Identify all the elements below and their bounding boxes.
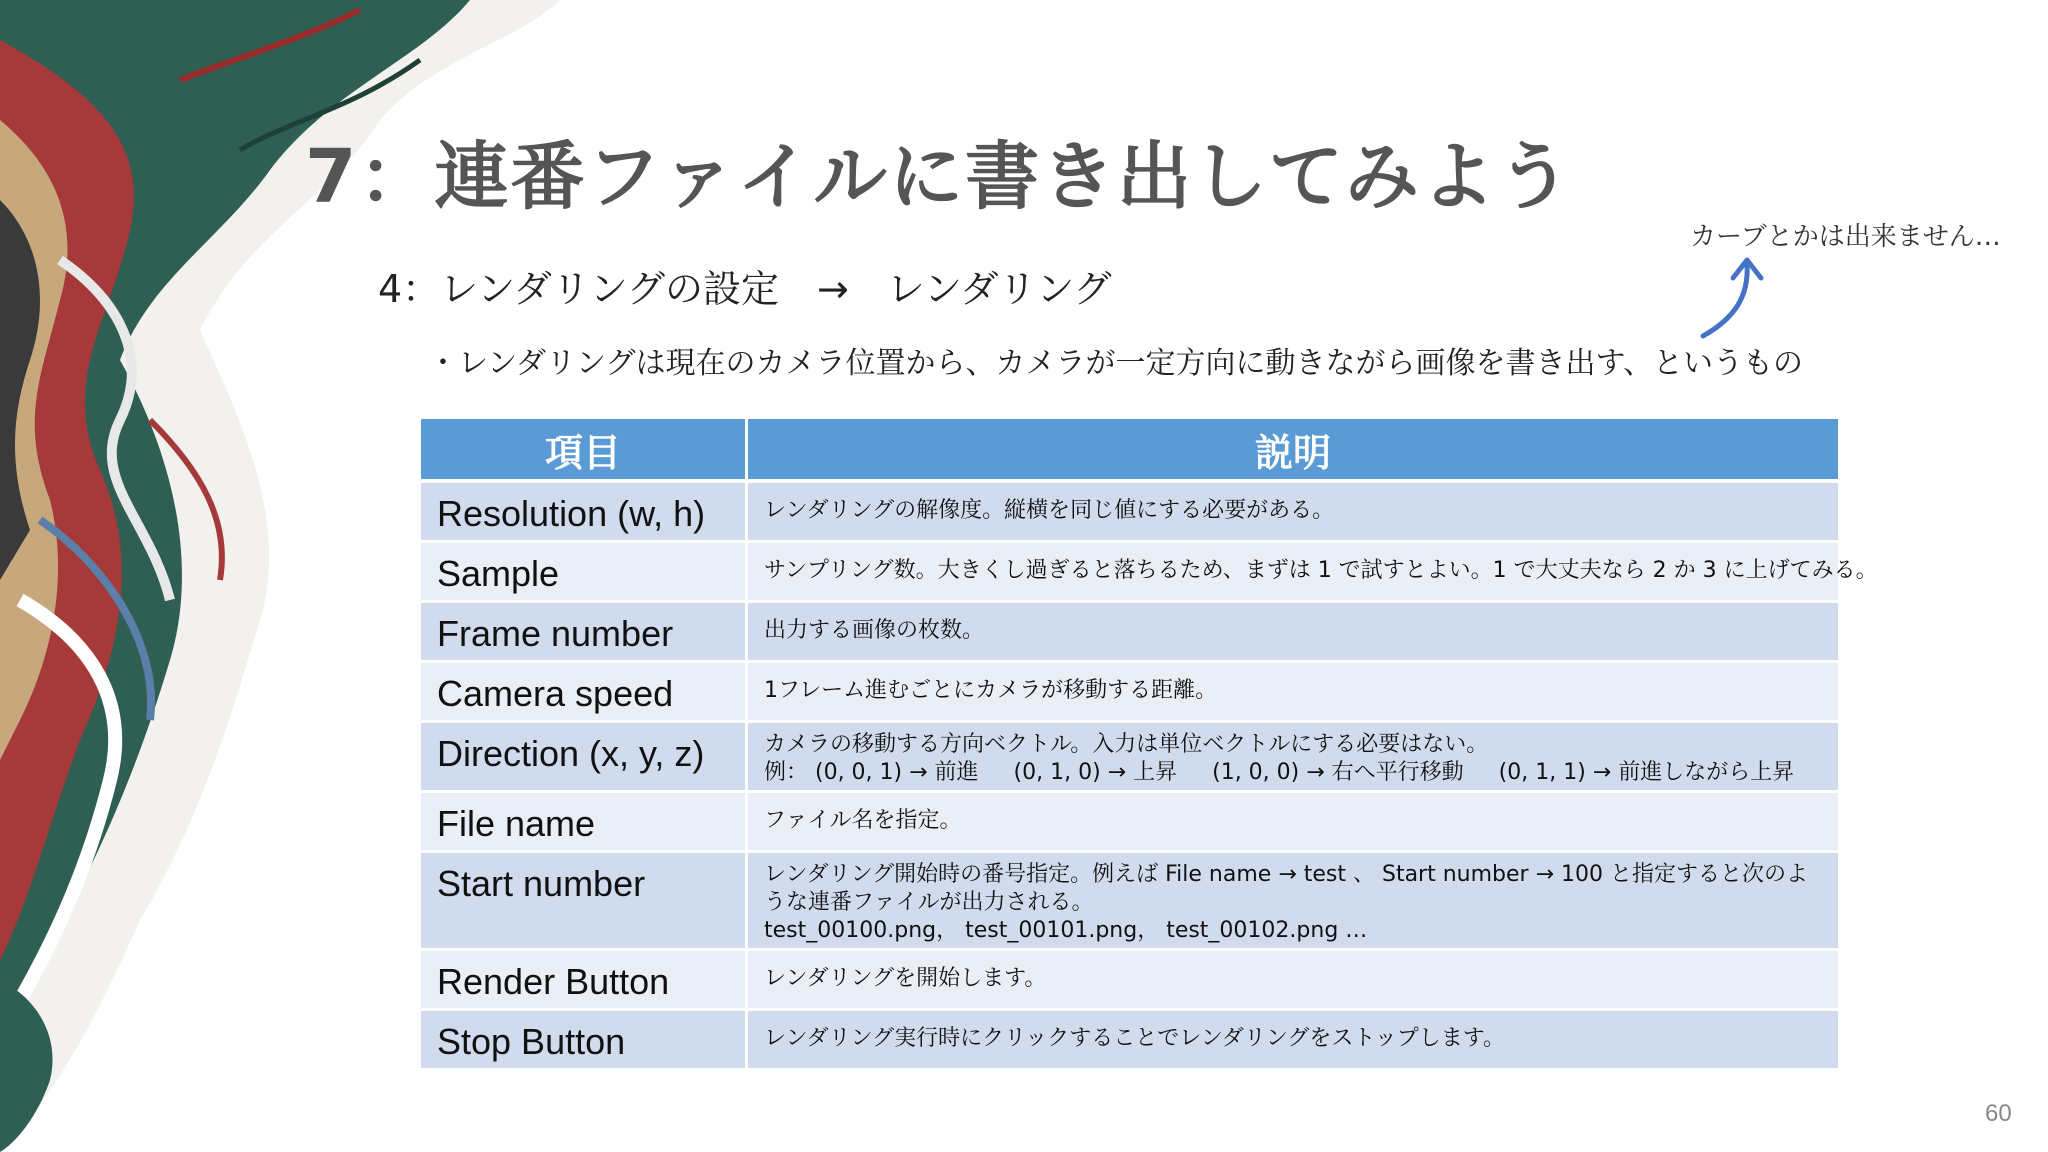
bullet-text: ・レンダリングは現在のカメラ位置から、カメラが一定方向に動きながら画像を書き出す、というもの [428,346,1804,381]
description-cell [747,661,1840,721]
table-row [421,721,1840,791]
table-row [421,949,1840,1009]
description-cell [747,721,1840,791]
example-right: (1, 0, 0) → 右へ平行移動 [1212,759,1464,785]
example-forward-up: (0, 1, 1) → 前進しながら上昇 [1498,759,1795,785]
item-sample: Sample [421,541,747,601]
table-row [421,791,1840,851]
desc-text: レンダリングの解像度。縦横を同じ値にする必要がある。 [764,498,1335,523]
direction-examples [764,760,1822,785]
item-file-name: File name [421,791,747,851]
section-subtitle: 4：レンダリングの設定 → レンダリング [378,267,1112,311]
description-cell [747,601,1840,661]
curved-arrow-icon [1695,252,1775,344]
header-description: 説明 [747,419,1840,481]
item-render-button: Render Button [421,949,747,1009]
item-stop-button: Stop Button [421,1009,747,1069]
example-forward: 例： (0, 0, 1) → 前進 [764,759,979,785]
table-row [421,851,1840,949]
desc-text: 1フレーム進むごとにカメラが移動する距離。 [764,677,1218,703]
table-row [421,601,1840,661]
header-item: 項目 [421,419,747,481]
example-up: (0, 1, 0) → 上昇 [1013,759,1178,785]
item-start-number: Start number [421,851,747,949]
desc-text: レンダリング実行時にクリックすることでレンダリングをストップします。 [764,1025,1505,1051]
description-cell [747,791,1840,851]
desc-text: レンダリング開始時の番号指定。例えば File name → test 、 Start number → 100 と指定すると次のような連番ファイルが出力される。 [764,861,1808,915]
item-camera-speed: Camera speed [421,661,747,721]
table-row [421,541,1840,601]
table-row [421,661,1840,721]
slide-title: 7：連番ファイルに書き出してみよう [305,134,1574,220]
desc-text: ファイル名を指定。 [764,807,962,833]
table-row [421,1009,1840,1069]
item-direction: Direction (x, y, z) [421,721,747,791]
settings-table [421,419,1878,1071]
file-examples: test_00100.png， test_00101.png， test_00102.png … [764,917,1368,943]
item-resolution: Resolution (w, h) [421,481,747,541]
description-cell [747,541,1878,601]
description-cell [747,1009,1840,1069]
description-cell [747,949,1840,1009]
table-header-row [421,419,1840,481]
desc-text: 出力する画像の枚数。 [764,617,985,643]
annotation-note: カーブとかは出来ません… [1690,222,2001,252]
description-cell [747,481,1840,541]
desc-text: カメラの移動する方向ベクトル。入力は単位ベクトルにする必要はない。 [764,731,1489,757]
description-cell [747,851,1840,949]
desc-text: サンプリング数。大きくし過ぎると落ちるため、まずは 1 で試すとよい。1 で大丈夫なら 2 か 3 に上げてみる。 [764,557,1878,583]
table-row [421,481,1840,541]
page-number: 60 [1985,1100,2012,1127]
desc-text: レンダリングを開始します。 [764,965,1047,991]
item-frame-number: Frame number [421,601,747,661]
